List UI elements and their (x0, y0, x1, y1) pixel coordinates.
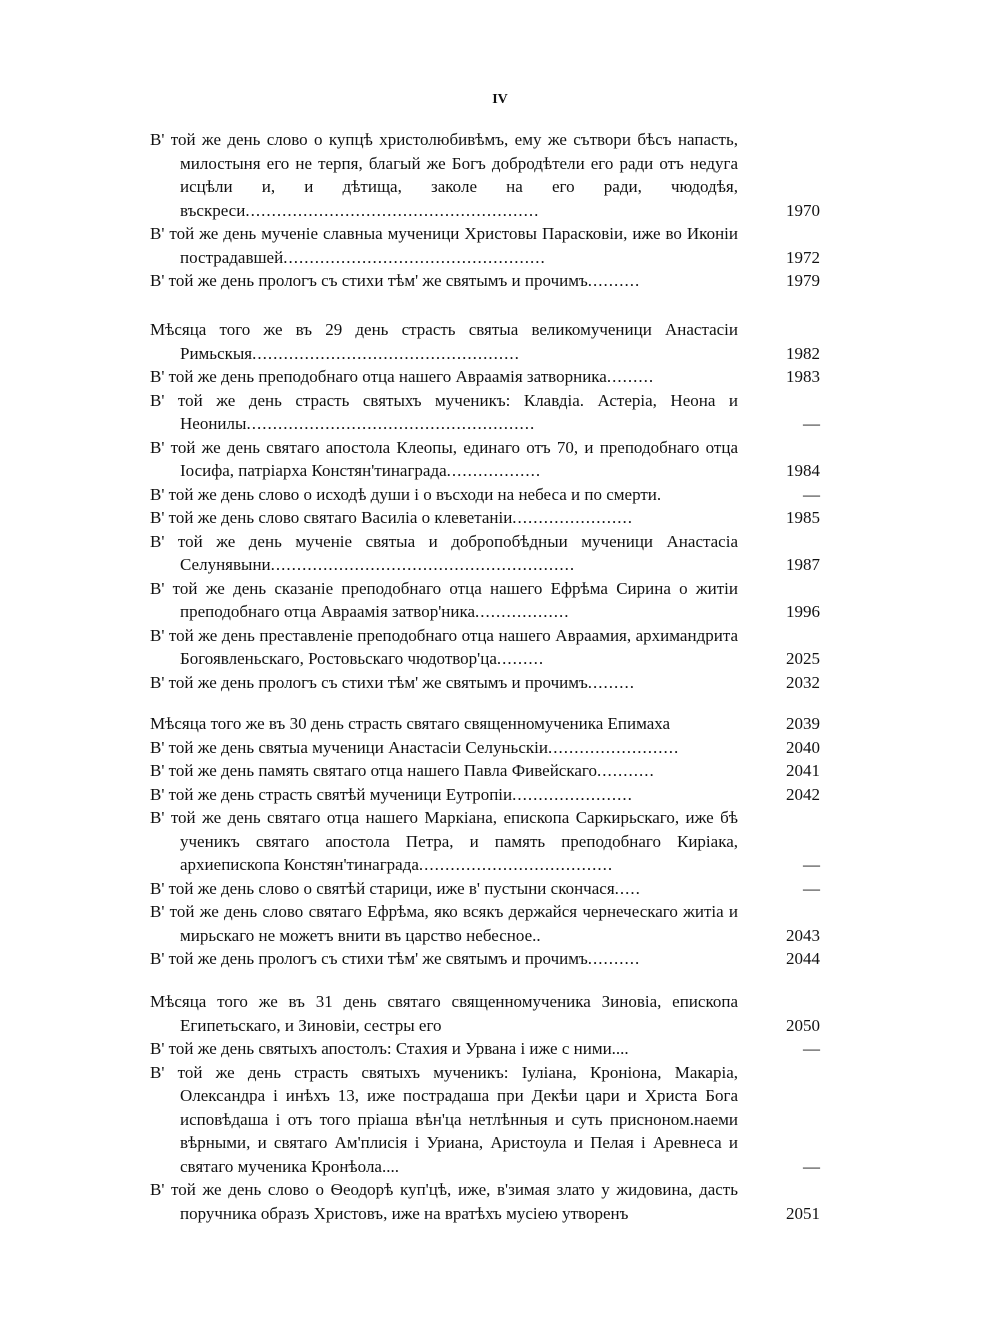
entry-page: 2051 (786, 1203, 820, 1223)
entry-text: В' той же день сказаніе преподобнаго отца нашего Ефрѣма Сирина о житіи преподобнаго отца Авраамія затвор'ника (150, 578, 738, 621)
entry-text: В' той же день святаго отца нашего Маркіана, епископа Саркирьскаго, иже бѣ ученикъ святаго апостола Петра, и память преподобнаго Киріака, архиепископа Констян'тинаграда (150, 808, 738, 874)
entry-page: 2043 (786, 925, 820, 945)
entry-text: В' той же день святыа мученици Анастасіи Селуньскіи (150, 737, 548, 757)
toc-entry: В' той же день святаго отца нашего Маркіана, епископа Саркирьскаго, иже бѣ ученикъ святаго апостола Петра, и память преподобнаго Киріака, архиепископа Констян'тинаграда..................................... — (150, 806, 820, 877)
toc-entry: В' той же день слово святаго Василіа о клеветаніи....................... 1985 (150, 506, 820, 530)
toc-entry (150, 1178, 820, 1225)
toc-entry: В' той же день мученіе славныа мученици Христовы Парасковіи, иже во Иконіи пострадавшей.................................................. 1972 (150, 222, 820, 269)
toc-entry: В' той же день преподобнаго отца нашего Авраамія затворника......... 1983 (150, 365, 820, 389)
entry-text: В' той же день мученіе святыа и добропобѣдныи мученици Анастасіа Селунявыни (150, 531, 738, 574)
entry-page: — (803, 855, 820, 874)
entry-text: В' той же день прологъ съ стихи тѣм' же святымъ и прочимъ (150, 949, 588, 968)
toc-entry: Мѣсяца того же въ 29 день страсть святыа великомученици Анастасіи Римьскыя................................................... 1982 (150, 318, 820, 365)
toc-entry: В' той же день святыа мученици Анастасіи Селуньскіи......................... 2040 (150, 736, 820, 760)
toc-entry: В' той же день слово о святѣй старици, иже в' пустыни скончася..... — (150, 877, 820, 901)
entry-page: — (803, 1039, 820, 1058)
toc-entry: В' той же день страсть святѣй мученици Еутропіи....................... 2042 (150, 783, 820, 807)
toc-section (150, 990, 820, 1225)
entry-page: 1970 (786, 200, 820, 220)
entry-text: В' той же день слово о исходѣ души і о въсходи на небеса и по смерти. (150, 484, 662, 504)
entry-text: В' той же день слово о святѣй старици, иже в' пустыни скончася (150, 878, 615, 898)
entry-text: В' той же день преподобнаго отца нашего Авраамія затворника (150, 367, 607, 386)
toc-section (150, 128, 820, 293)
entry-page: 1996 (786, 602, 820, 621)
toc-entry: В' той же день память святаго отца нашего Павла Фивейскаго........... 2041 (150, 759, 820, 783)
toc-entry (150, 1037, 820, 1061)
entry-page: 2041 (786, 761, 820, 780)
entry-page: 1983 (786, 367, 820, 386)
toc-section (150, 712, 820, 971)
entry-page: 1987 (786, 555, 820, 574)
entry-text: В' той же день слово святаго Василіа о клеветаніи (150, 508, 513, 527)
toc-entry: В' той же день сказаніе преподобнаго отца нашего Ефрѣма Сирина о житіи преподобнаго отца Авраамія затвор'ника.................. 1996 (150, 577, 820, 624)
entry-text: В' той же день страсть святыхъ мученикъ: Клавдіа. Астеріа, Неона и Неонилы (150, 390, 738, 433)
toc-entry: В' той же день слово о купцѣ христолюбивѣмъ, ему же сътвори бѣсъ напасть, милостыня его не терпя, благый же Богъ добродѣтели его ради отъ недуга исцѣли и, и дѣтища, заколе на его ради, чюдодѣя, въскреси........................................................ 1970 (150, 128, 820, 222)
toc-entry: В' той же день прологъ съ стихи тѣм' же святымъ и прочимъ......... 2032 (150, 671, 820, 695)
entry-text: В' той же день святыхъ апостолъ: Стахия и Урвана і иже с ними.... (150, 1039, 629, 1058)
entry-text: В' той же день преставленіе преподобнаго отца нашего Авраамия, архимандрита Богоявленьскаго, Ростовьскаго чюдотвор'ца (150, 625, 738, 668)
entry-page: 2039 (786, 714, 820, 733)
entry-page: 2032 (786, 672, 820, 692)
toc-section (150, 318, 820, 694)
entry-text: В' той же день прологъ съ стихи тѣм' же святымъ и прочимъ (150, 672, 588, 692)
entry-page: — (803, 1156, 820, 1176)
entry-page: 2044 (786, 949, 820, 968)
toc-entry: В' той же день прологъ съ стихи тѣм' же святымъ и прочимъ.......... 1979 (150, 269, 820, 293)
toc-entry: В' той же день преставленіе преподобнаго отца нашего Авраамия, архимандрита Богоявленьскаго, Ростовьскаго чюдотвор'ца......... 2025 (150, 624, 820, 671)
toc-entry: В' той же день мученіе святыа и добропобѣдныи мученици Анастасіа Селунявыни.......................................................... 1987 (150, 530, 820, 577)
entry-page: 2040 (786, 737, 820, 757)
toc-entry: В' той же день святаго апостола Клеопы, единаго отъ 70, и преподобнаго отца Іосифа, патріарха Констян'тинаграда.................. 1984 (150, 436, 820, 483)
entry-text: В' той же день слово о купцѣ христолюбивѣмъ, ему же сътвори бѣсъ напасть, милостыня его не терпя, благый же Богъ добродѣтели его ради отъ недуга исцѣли и, и дѣтища, заколе на его ради, чюдодѣя, въскреси (150, 130, 738, 220)
entry-page: — (803, 484, 820, 504)
entry-page: 1979 (786, 271, 820, 290)
entry-text: В' той же день святаго апостола Клеопы, единаго отъ 70, и преподобнаго отца Іосифа, патріарха Констян'тинаграда (150, 437, 738, 480)
toc-entry: В' той же день страсть святыхъ мученикъ: Клавдіа. Астеріа, Неона и Неонилы....................................................... — (150, 389, 820, 436)
entry-page: 1982 (786, 343, 820, 363)
toc-entry: В' той же день прологъ съ стихи тѣм' же святымъ и прочимъ.......... 2044 (150, 947, 820, 971)
toc-entry (150, 712, 820, 736)
entry-text: В' той же день страсть святѣй мученици Еутропіи (150, 784, 513, 804)
entry-page: 2050 (786, 1015, 820, 1035)
entry-page: 1972 (786, 247, 820, 267)
toc-entry (150, 1061, 820, 1179)
page-number: IV (492, 92, 508, 107)
entry-text: Мѣсяца того же въ 30 день страсть святаго священномученика Епимаха (150, 714, 671, 733)
entry-page: 2025 (786, 649, 820, 668)
entry-text: Мѣсяца того же въ 29 день страсть святыа великомученици Анастасіи Римьскыя (150, 320, 738, 363)
entry-page: 1984 (786, 461, 820, 480)
entry-page: 1985 (786, 508, 820, 527)
entry-text: В' той же день страсть святыхъ мученикъ: Іуліана, Кроніона, Макаріа, Олександра і инѣхъ 13, иже пострадаша при Декѣи цари и Христа Бога исповѣдаша і отъ того пріаша вѣн'ца нетлѣнныя и суть присноном.наеми вѣрными, и святаго Ам'плисія і Уриана, Аристоула и Пелая і Аревнеса и святаго мученика Кронѣола.... (150, 1062, 738, 1176)
toc-entry (150, 483, 820, 507)
entry-text: В' той же день слово о Ѳеодорѣ куп'цѣ, иже, в'зимая злато у жидовина, дасть поручника образъ Христовъ, иже на вратѣхъ мусіею утворенъ (150, 1180, 738, 1223)
entry-text: В' той же день память святаго отца нашего Павла Фивейскаго (150, 761, 597, 780)
entry-text: Мѣсяца того же въ 31 день святаго священномученика Зиновіа, епископа Египетьскаго, и Зиновіи, сестры его (150, 992, 738, 1035)
toc-entry (150, 990, 820, 1037)
entry-text: В' той же день мученіе славныа мученици Христовы Парасковіи, иже во Иконіи пострадавшей (150, 224, 738, 267)
entry-page: — (803, 414, 820, 433)
entry-page: — (803, 878, 820, 898)
entry-text: В' той же день слово святаго Ефрѣма, яко всякъ держайся чернеческаго житіа и мирьскаго не можетъ внити въ царство небесное.. (150, 902, 738, 945)
entry-page: 2042 (786, 784, 820, 804)
toc-entry (150, 900, 820, 947)
entry-text: В' той же день прологъ съ стихи тѣм' же святымъ и прочимъ (150, 271, 588, 290)
